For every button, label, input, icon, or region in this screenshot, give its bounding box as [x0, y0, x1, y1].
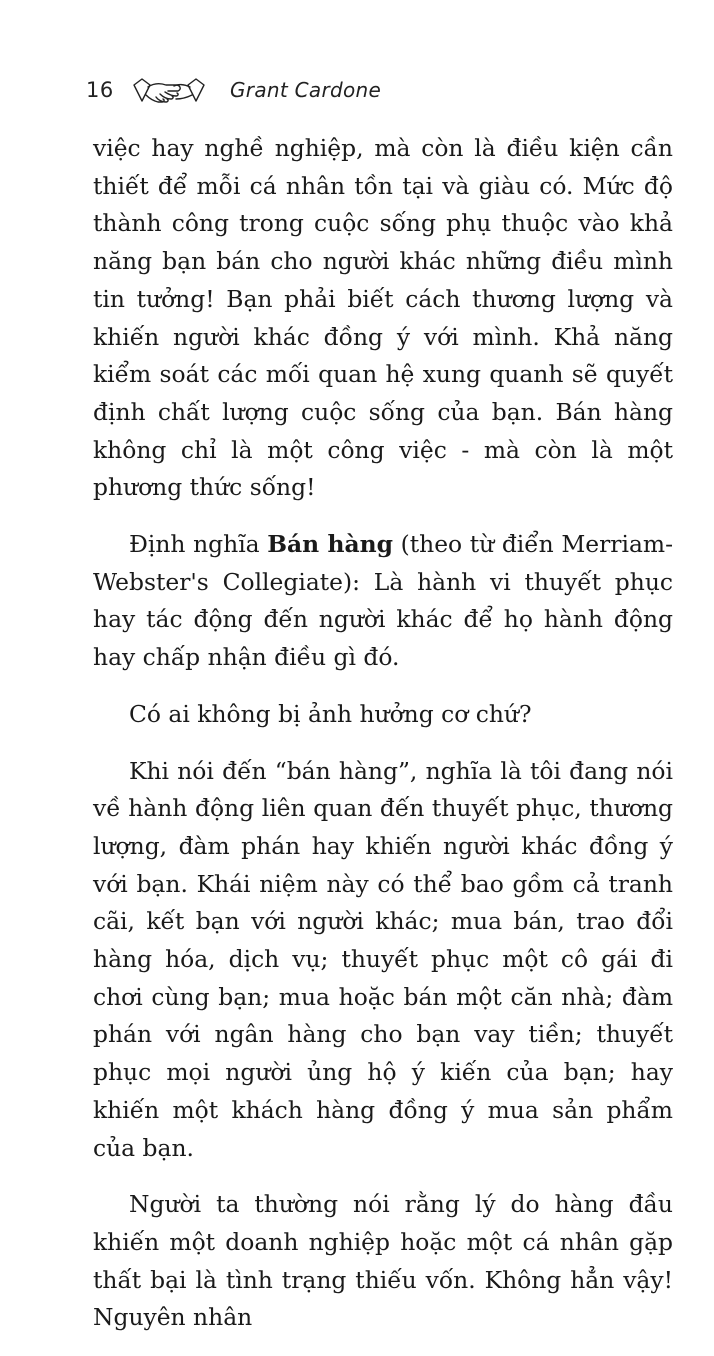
page-number: 16: [86, 78, 114, 102]
paragraph-4: Khi nói đến “bán hàng”, nghĩa là tôi đang nói về hành động liên quan đến thuyết phục, thương lượng, đàm phán hay khiến người khác đồng ý với bạn. Khái niệm này có thể bao gồm cả tranh cãi, kết bạn với người khác; mua bán, trao đổi hàng hóa, dịch vụ; thuyết phục một cô gái đi chơi cùng bạn; mua hoặc bán một căn nhà; đàm phán với ngân hàng cho bạn vay tiền; thuyết phục mọi người ủng hộ ý kiến của bạn; hay khiến một khách hàng đồng ý mua sản phẩm của bạn.: [93, 756, 673, 1162]
handshake-icon: [132, 75, 206, 105]
paragraph-1: việc hay nghề nghiệp, mà còn là điều kiện cần thiết để mỗi cá nhân tồn tại và giàu có. Mức độ thành công trong cuộc sống phụ thuộc vào khả năng bạn bán cho người khác những điều mình tin tưởng! Bạn phải biết cách thương lượng và khiến người khác đồng ý với mình. Khả năng kiểm soát các mối quan hệ xung quanh sẽ quyết định chất lượng cuộc sống của bạn. Bán hàng không chỉ là một công việc - mà còn là một phương thức sống!: [93, 134, 673, 502]
definition-intro: Định nghĩa: [129, 530, 268, 559]
paragraph-3: Có ai không bị ảnh hưởng cơ chứ?: [129, 699, 532, 728]
paragraph-2: [93, 526, 673, 677]
definition-text: (theo từ điển Merriam-Webster's Collegiate): Là hành vi thuyết phục hay tác động đến người khác để họ hành động hay chấp nhận điều gì đó.: [93, 530, 673, 672]
paragraph-5: Người ta thường nói rằng lý do hàng đầu khiến một doanh nghiệp hoặc một cá nhân gặp thất bại là tình trạng thiếu vốn. Không hẳn vậy! Nguyên nhân: [93, 1190, 673, 1332]
running-header: [86, 72, 381, 108]
definition-term: Bán hàng: [267, 530, 394, 559]
page-body: [93, 130, 673, 1356]
author-name: Grant Cardone: [230, 78, 382, 102]
